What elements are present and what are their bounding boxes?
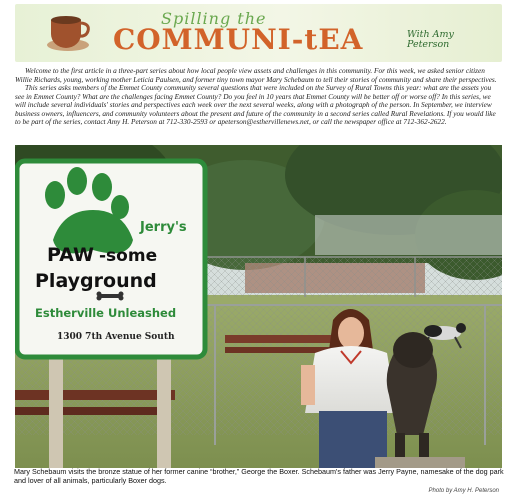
tea-cup-icon [45, 12, 91, 52]
intro-paragraph-1: Welcome to the first article in a three-part series about how local people view assets and challenges in this community. For this week, we asked senior citizen Willie Richards, young, working mother Leticia Paulsen, and former tiny town mayor Mary Schebaum to tell their stories of community and share their perspectives. [15, 66, 497, 84]
back-fence [195, 257, 502, 297]
sign-line-4: Estherville Unleashed [35, 306, 177, 320]
feature-photo [15, 145, 502, 468]
banner-byline: With Amy Peterson [407, 29, 454, 50]
photo-caption: Mary Schebaum visits the bronze statue of her former canine “brother,” George the Boxer. Schebaum's father was Jerry Payne, namesake of the dog park and lover of all animals, particularly Boxer dogs. [14, 467, 504, 485]
sign-address: 1300 7th Avenue South [57, 332, 175, 342]
banner-title: COMMUNI-tEA [113, 23, 364, 56]
intro-text [15, 67, 498, 127]
dog-park-photo [15, 145, 502, 468]
banner-pretitle: Spilling the [161, 9, 267, 28]
sign-line-2b: -some [99, 246, 158, 266]
playground-sign [17, 161, 205, 357]
sign-line-3: Playground [35, 270, 157, 292]
intro-paragraph-2: This series asks members of the Emmet County community several questions that were included on the Survey of Rural Towns this year: what are the assets you see in Emmet County? What are the challenges facing Emmet County? Do you feel in 10 years that Emmet County will be better off or worse off? In this series, we will include several individuals' stories and perspectives each week over the next several weeks, along with a photograph of the person. In September, we interview business owners, influencers, and community volunteers about the present and future of the community in a second series called Rural Revelations. If you would like to be part of the series, contact Amy H. Peterson at 712-330-2593 or apeterson@esthervillenews.net, or call the newspaper office at 712-362-2622. [15, 83, 496, 126]
column-banner [15, 4, 502, 62]
sign-line-1: Jerry's [140, 220, 187, 235]
photo-credit: Photo by Amy H. Peterson [428, 488, 499, 494]
sign-line-2a: PAW [47, 244, 94, 266]
